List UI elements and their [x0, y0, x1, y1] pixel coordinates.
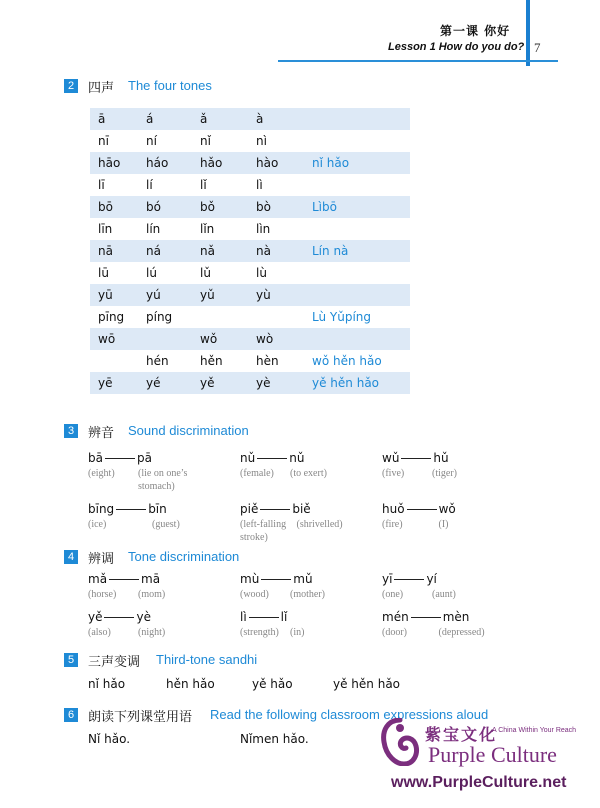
- gloss-a: (eight): [88, 468, 115, 479]
- table-word-cell: wǒ hěn hǎo: [312, 354, 382, 368]
- table-row: [90, 372, 410, 394]
- watermark-brand-chinese: 紫宝文化: [425, 725, 498, 744]
- section-3-title-chinese: 辨音: [88, 426, 115, 441]
- table-row: [90, 240, 410, 262]
- table-syllable-cell: yǔ: [200, 288, 215, 302]
- header-rule: [278, 60, 558, 62]
- gloss-a: (door): [382, 627, 407, 638]
- table-syllable-cell: yú: [146, 288, 161, 302]
- table-syllable-cell: nì: [256, 134, 267, 148]
- table-syllable-cell: yé: [146, 376, 161, 390]
- lesson-title-chinese: 第一课 你好: [440, 24, 511, 38]
- pair-dash: [109, 579, 139, 580]
- sandhi-item: yě hǎo: [252, 677, 293, 691]
- watermark-brand-english: Purple Culture: [428, 742, 557, 767]
- syllable-a: lì: [240, 610, 247, 624]
- classroom-expression: Nǐ hǎo.: [88, 732, 131, 746]
- syllable-b: pā: [136, 451, 152, 465]
- table-row: [90, 196, 410, 218]
- gloss-a: (strength): [240, 627, 279, 638]
- gloss-b: (I): [438, 519, 449, 530]
- table-syllable-cell: bò: [256, 200, 271, 214]
- table-syllable-cell: bō: [98, 200, 113, 214]
- table-syllable-cell: lú: [146, 266, 157, 280]
- syllable-pair: [382, 502, 456, 516]
- gloss-a: (also): [88, 627, 111, 638]
- table-syllable-cell: nī: [98, 134, 109, 148]
- table-syllable-cell: hěn: [200, 354, 223, 368]
- table-syllable-cell: wǒ: [200, 332, 218, 346]
- syllable-b: mǔ: [293, 572, 313, 586]
- pair-dash: [261, 579, 291, 580]
- gloss-a: (female): [240, 468, 274, 479]
- pair-dash: [401, 458, 431, 459]
- table-syllable-cell: á: [146, 112, 154, 126]
- gloss-b: (tiger): [432, 468, 457, 479]
- page-number: 7: [534, 40, 541, 55]
- syllable-a: mǎ: [88, 572, 108, 586]
- classroom-expression: Nǐmen hǎo.: [240, 732, 309, 746]
- syllable-b: bīn: [148, 502, 167, 516]
- section-4-title-chinese: 辨调: [88, 552, 115, 567]
- section-6-title-chinese: 朗读下列课堂用语: [88, 710, 193, 725]
- table-row: [90, 262, 410, 284]
- syllable-a: mén: [382, 610, 409, 624]
- table-syllable-cell: háo: [146, 156, 169, 170]
- table-syllable-cell: bǒ: [200, 200, 215, 214]
- table-syllable-cell: hǎo: [200, 156, 223, 170]
- pair-dash: [116, 509, 146, 510]
- pair-dash: [394, 579, 424, 580]
- table-syllable-cell: yě: [200, 376, 215, 390]
- table-syllable-cell: lǔ: [200, 266, 211, 280]
- table-row: [90, 306, 410, 328]
- table-syllable-cell: ā: [98, 112, 106, 126]
- syllable-a: nǔ: [240, 451, 256, 465]
- table-row: [90, 130, 410, 152]
- pair-dash: [257, 458, 287, 459]
- pair-dash: [260, 509, 290, 510]
- pair-dash: [411, 617, 441, 618]
- syllable-b: biě: [292, 502, 311, 516]
- table-word-cell: nǐ hǎo: [312, 156, 350, 170]
- section-6-title-english: Read the following classroom expressions aloud: [210, 707, 489, 722]
- syllable-pair: [240, 451, 304, 465]
- table-syllable-cell: nǐ: [200, 134, 211, 148]
- syllable-b: yí: [426, 572, 437, 586]
- gloss-b: (shrivelled): [296, 519, 343, 530]
- gloss-b: (guest): [152, 519, 180, 530]
- table-syllable-cell: lín: [146, 222, 161, 236]
- table-row: [90, 284, 410, 306]
- gloss-b: (in): [290, 627, 305, 638]
- syllable-b: yè: [136, 610, 151, 624]
- pair-dash: [407, 509, 437, 510]
- table-syllable-cell: yè: [256, 376, 271, 390]
- gloss-b: (aunt): [432, 589, 456, 600]
- four-tones-table: [90, 108, 410, 394]
- table-syllable-cell: píng: [146, 310, 173, 324]
- table-syllable-cell: yū: [98, 288, 113, 302]
- section-5-number: 5: [64, 653, 78, 667]
- section-2-title-chinese: 四声: [88, 81, 115, 96]
- syllable-b: mā: [141, 572, 161, 586]
- syllable-b: nǔ: [289, 451, 305, 465]
- syllable-b: lǐ: [280, 610, 288, 624]
- table-syllable-cell: yē: [98, 376, 113, 390]
- lesson-title-english: Lesson 1 How do you do?: [388, 41, 525, 53]
- table-syllable-cell: ǎ: [200, 112, 208, 126]
- sandhi-item: yě hěn hǎo: [333, 677, 401, 691]
- table-syllable-cell: lǐn: [200, 222, 215, 236]
- gloss-a: (left-falling stroke): [240, 519, 287, 543]
- table-syllable-cell: wō: [98, 332, 116, 346]
- syllable-pair: [382, 451, 449, 465]
- table-syllable-cell: nǎ: [200, 244, 215, 258]
- section-5-title-chinese: 三声变调: [88, 655, 141, 670]
- table-syllable-cell: hào: [256, 156, 279, 170]
- syllable-a: bīng: [88, 502, 115, 516]
- table-syllable-cell: lǐ: [200, 178, 207, 192]
- syllable-pair: [240, 502, 311, 516]
- table-syllable-cell: lù: [256, 266, 267, 280]
- section-3-title-english: Sound discrimination: [128, 423, 249, 438]
- table-word-cell: Lù Yǔpíng: [312, 310, 372, 324]
- syllable-a: wǔ: [382, 451, 400, 465]
- sandhi-item: nǐ hǎo: [88, 677, 126, 691]
- pair-dash: [249, 617, 279, 618]
- gloss-b: (depressed): [438, 627, 485, 638]
- syllable-b: hǔ: [433, 451, 449, 465]
- gloss-a: (five): [382, 468, 405, 479]
- pair-dash: [105, 458, 135, 459]
- pair-dash: [104, 617, 134, 618]
- syllable-pair: [88, 502, 167, 516]
- watermark-url: www.PurpleCulture.net: [391, 774, 567, 791]
- table-syllable-cell: ná: [146, 244, 161, 258]
- table-syllable-cell: hén: [146, 354, 169, 368]
- section-6-number: 6: [64, 708, 78, 722]
- table-syllable-cell: à: [256, 112, 264, 126]
- gloss-b: (lie on one’s stomach): [138, 468, 188, 492]
- section-4-number: 4: [64, 550, 78, 564]
- syllable-pair: [382, 610, 469, 624]
- section-4-title-english: Tone discrimination: [128, 549, 240, 564]
- section-2-title-english: The four tones: [128, 78, 212, 93]
- syllable-a: mù: [240, 572, 260, 586]
- table-syllable-cell: hāo: [98, 156, 121, 170]
- syllable-pair: [382, 572, 437, 586]
- header-accent-bar: [526, 0, 530, 66]
- syllable-a: yī: [382, 572, 393, 586]
- gloss-a: (horse): [88, 589, 117, 600]
- table-row: [90, 108, 410, 130]
- table-row: [90, 152, 410, 174]
- table-row: [90, 328, 410, 350]
- table-syllable-cell: yù: [256, 288, 271, 302]
- table-syllable-cell: nā: [98, 244, 113, 258]
- gloss-a: (one): [382, 589, 404, 600]
- section-5-title-english: Third-tone sandhi: [156, 652, 258, 667]
- gloss-a: (wood): [240, 589, 269, 600]
- table-syllable-cell: ní: [146, 134, 157, 148]
- table-row: [90, 174, 410, 196]
- table-syllable-cell: līn: [98, 222, 113, 236]
- section-3-number: 3: [64, 424, 78, 438]
- syllable-a: huǒ: [382, 502, 405, 516]
- table-syllable-cell: lì: [256, 178, 263, 192]
- purple-culture-logo-icon: [380, 718, 420, 766]
- table-row: [90, 218, 410, 240]
- table-word-cell: yě hěn hǎo: [312, 376, 380, 390]
- sandhi-item: hěn hǎo: [166, 677, 215, 691]
- table-syllable-cell: lī: [98, 178, 105, 192]
- syllable-pair: [240, 610, 287, 624]
- table-word-cell: Lín nà: [312, 244, 349, 258]
- table-syllable-cell: bó: [146, 200, 161, 214]
- syllable-pair: [240, 572, 313, 586]
- table-syllable-cell: wò: [256, 332, 274, 346]
- table-syllable-cell: lìn: [256, 222, 271, 236]
- syllable-a: piě: [240, 502, 259, 516]
- syllable-a: yě: [88, 610, 103, 624]
- section-2-number: 2: [64, 79, 78, 93]
- watermark-tagline: A China Within Your Reach: [492, 727, 577, 734]
- gloss-b: (mom): [138, 589, 166, 600]
- table-syllable-cell: lū: [98, 266, 109, 280]
- gloss-a: (fire): [382, 519, 403, 530]
- gloss-b: (mother): [290, 589, 325, 600]
- syllable-pair: [88, 451, 152, 465]
- table-syllable-cell: lí: [146, 178, 153, 192]
- syllable-b: mèn: [442, 610, 470, 624]
- table-syllable-cell: pīng: [98, 310, 125, 324]
- syllable-a: bā: [88, 451, 103, 465]
- table-row: [90, 350, 410, 372]
- table-word-cell: Lìbō: [312, 200, 337, 214]
- gloss-b: (night): [138, 627, 166, 638]
- table-syllable-cell: hèn: [256, 354, 279, 368]
- table-syllable-cell: nà: [256, 244, 271, 258]
- syllable-pair: [88, 572, 160, 586]
- syllable-pair: [88, 610, 151, 624]
- syllable-b: wǒ: [438, 502, 456, 516]
- gloss-b: (to exert): [290, 468, 327, 479]
- gloss-a: (ice): [88, 519, 107, 530]
